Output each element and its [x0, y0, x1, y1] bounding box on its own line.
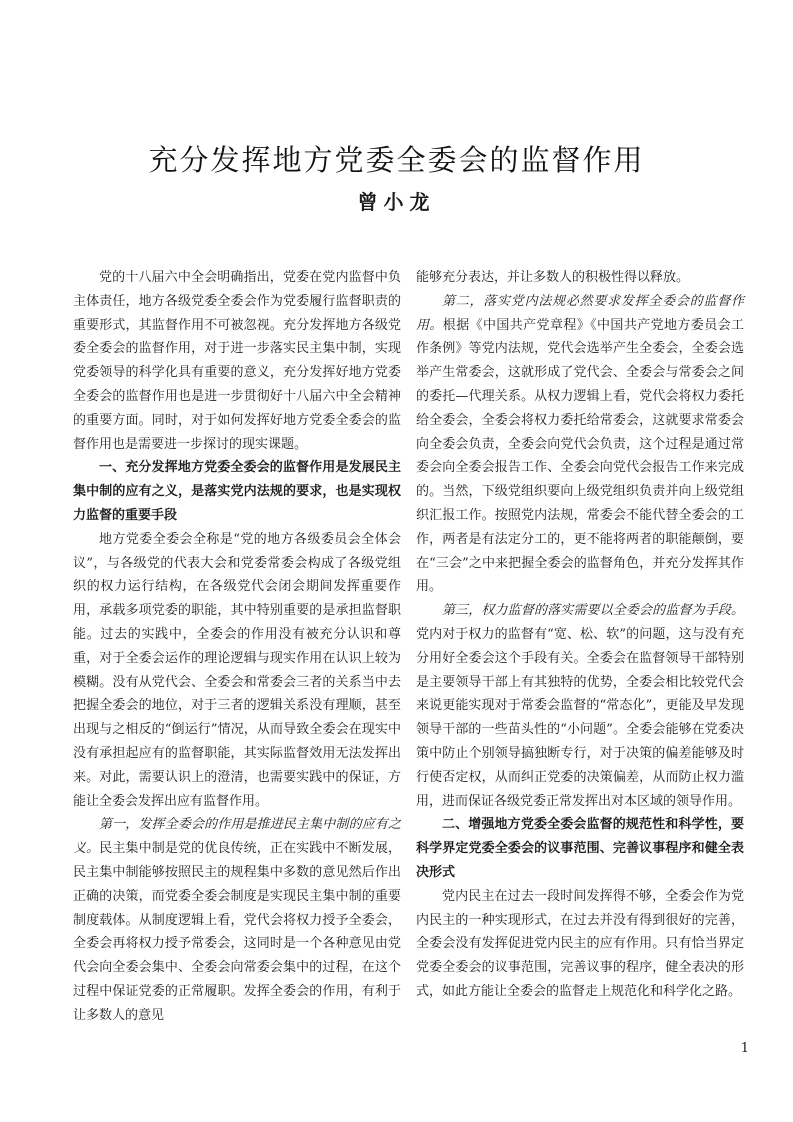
- paragraph-lead: 第三，权力监督的落实需要以全委会的监督为手段。: [442, 603, 744, 619]
- paragraph-body: 党内对于权力的监督有“宽、松、软”的问题，这与没有充分用好全委会这个手段有关。全委会在监督领导干部特别是主要领导干部上有其独特的优势，全委会相比较党代会来说更能实现对于常委会监督的“常态化”，更能及早发现领导干部的一些苗头性的“小问题”。全委会能够在党委决策中防止个别领导搞独断专行，对于决策的偏差能够及时行使否定权，从而纠正党委的决策偏差，从而防止权力滥用，进而保证各级党委正常发挥出对本区域的领导作用。: [416, 626, 744, 809]
- paragraph: [73, 813, 401, 1027]
- section-heading: 二、增强地方党委全委会监督的规范性和科学性，要科学界定党委全委会的议事范围、完善议事程序和健全表决形式: [416, 817, 744, 880]
- section-heading: 一、充分发挥地方党委全委会的监督作用是发展民主集中制的应有之义，是落实党内法规的要求，也是实现权力监督的重要手段: [73, 460, 401, 523]
- paragraph-body: 民主集中制是党的优良传统，正在实践中不断发展，民主集中制能够按照民主的规程集中多数的意见然后作出正确的决策，而党委全委会制度是实现民主集中制的重要制度载体。从制度逻辑上看，党代会将权力授予全委会，全委会再将权力授予常委会，这同时是一个各种意见由党代会向全委会集中、全委会向常委会集中的过程，在这个过程中保证党委的正常履职。发挥全委会的作用，有利于让多数人的意见: [73, 841, 401, 1023]
- author-name: 曾小龙: [357, 190, 436, 214]
- article-title: 充分发挥地方党委全委会的监督作用: [148, 143, 645, 177]
- left-column: [73, 266, 401, 1028]
- paragraph: 地方党委全委会全称是“党的地方各级委员会全体会议”，与各级党的代表大会和党委常委会构成了各级党组织的权力运行结构，在各级党代会闭会期间发挥重要作用，承载多项党委的职能，其中特别重要的是承担监督职能。过去的实践中，全委会的作用没有被充分认识和尊重，对于全委会运作的理论逻辑与现实作用在认识上较为模糊。没有从党代会、全委会和常委会三者的关系当中去把握全委会的地位，对于三者的逻辑关系没有理顺，甚至出现与之相反的“倒运行”情况，从而导致全委会在现实中没有承担起应有的监督职能，其实际监督效用无法发挥出来。对此，需要认识上的澄清，也需要实践中的保证，方能让全委会发挥出应有监督作用。: [73, 531, 401, 809]
- paragraph: 党内民主在过去一段时间发挥得不够，全委会作为党内民主的一种实现形式，在过去并没有得到很好的完善，全委会没有发挥促进党内民主的应有作用。只有恰当界定党委全委会的议事范围，完善议事的程序，健全表决的形式，如此方能让全委会的监督走上规范化和科学化之路。: [416, 888, 744, 999]
- paragraph-lead: 第一，发挥全委会的作用是推进民主集中制的应有之义。: [73, 817, 401, 857]
- right-column: [416, 266, 744, 1004]
- paragraph: 党的十八届六中全会明确指出，党委在党内监督中负主体责任，地方各级党委全委会作为党委履行监督职责的重要形式，其监督作用不可被忽视。充分发挥地方各级党委全委会的监督作用，对于进一步落实民主集中制，实现党委领导的科学化具有重要的意义，充分发挥好地方党委全委会的监督作用也是进一步贯彻好十八届六中全会精神的重要方面。同时，对于如何发挥好地方党委全委会的监督作用也是需要进一步探讨的现实课题。: [73, 270, 401, 452]
- paragraph: [416, 599, 744, 813]
- page-number: 1: [740, 1041, 749, 1056]
- paragraph: [416, 290, 744, 599]
- paragraph-body: 根据《中国共产党章程》《中国共产党地方委员会工作条例》等党内法规，党代会选举产生全委会，全委会选举产生常委会，这就形成了党代会、全委会与常委会之间的委托—代理关系。从权力逻辑上看，党代会将权力委托给全委会，全委会将权力委托给常委会，这就要求常委会向全委会负责，全委会向党代会负责，这个过程是通过常委会向全委会报告工作、全委会向党代会报告工作来完成的。当然，下级党组织要向上级党组织负责并向上级党组织汇报工作。按照党内法规，常委会不能代替全委会的工作，两者是有法定分工的，更不能将两者的职能颠倒，要在“三会”之中来把握全委会的监督角色，并充分发挥其作用。: [416, 317, 744, 595]
- paragraph: 能够充分表达，并让多数人的积极性得以释放。: [416, 270, 690, 285]
- paragraph-lead: 第二，落实党内法规必然要求发挥全委会的监督作用。: [416, 293, 744, 333]
